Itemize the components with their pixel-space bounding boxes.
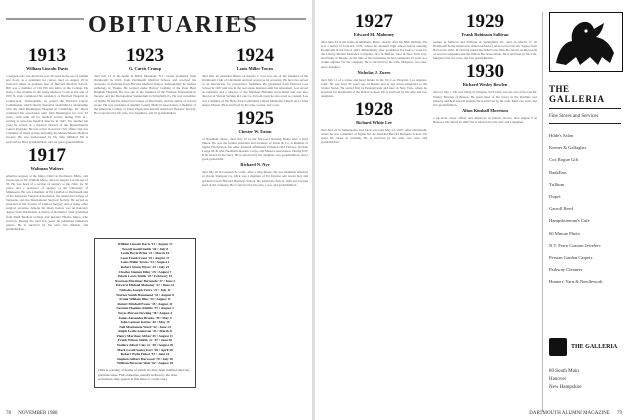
obit-text: partner in Sullivan and Sullivan of Springfield, Ill., died on March 17. At Dartmouth Frank majored in American history and received his law degree from Harvard in 1932. In 1934 he joined his father's law firm. He served on the boards of several companies and the Illinois Bar Association. He is survived by his wife, Margaret, his two sons, and four grandchildren. — [433, 40, 537, 61]
recent-death-entry: Leon Frank Sweet '23 • August 17 — [120, 255, 170, 260]
recent-death-entry: Robert Mitchell Evans '35 • August 11 — [117, 301, 173, 306]
recent-death-entry: Ralph Leslie Anderson '43 • March 8 — [118, 329, 172, 334]
obit-year: 1925 — [236, 107, 274, 129]
obit-text: died after an extended illness on August 1. Lou was one of the founders of the Dartmouth Club of Cincinnati and had served as its secretary. He had also served as an interviewer for prospective freshmen. He graduated from Harvard Law School in 1927 and was in the real estate business until his retirement. Lou served as president and a director of the Madison Building Association and was also director of Vulcan Savings & Loan Co. In both cases he also acted as counsel. Lou was a member of the Hyde Park Community United Methodist Church and a 32nd degree Mason. He is survived by his wife, Louise, and a son. — [202, 74, 308, 107]
address-line: 80 South Main — [549, 369, 579, 374]
obit-name: G. Curtis Crump — [128, 66, 162, 71]
right-page — [315, 0, 628, 420]
obit-name: Frank Robinson Sullivan — [461, 32, 509, 37]
store-list — [549, 130, 602, 289]
store-item: BankEast — [549, 169, 567, 175]
recent-death-entry: Edward Michael Mahoney '27 • June 24 — [116, 283, 174, 288]
store-item: Garroll Reed — [549, 206, 573, 212]
column-4 — [321, 10, 427, 406]
obit-name: Richard Wesley Bowlen — [462, 82, 508, 88]
recent-death-entry: Stephen Gilbert Harwood '70 • July 30 — [116, 356, 173, 361]
recent-deaths-note: (This is a listing of deaths of which we have been notified since the previous issue. Full obituaries, usually written by the class secretaries, may appear in this issue or a later one.) — [98, 368, 190, 382]
recent-death-entry: Robert Glenn Myers '25 • July 21 — [120, 264, 170, 269]
recent-death-entry: Frank Wilson Smith, Jr. '47 • June 20 — [117, 338, 173, 343]
griffin-icon — [550, 13, 622, 71]
store-item: Keener & Gallagher — [549, 145, 587, 151]
folio-left — [6, 411, 58, 416]
ad-logo-name: THE GALLERIA — [571, 344, 618, 350]
page-title: OBITUARIES — [88, 12, 259, 38]
store-item: Hunters' Yarn & Needlework — [549, 279, 603, 285]
address-line: Hanover — [549, 377, 567, 382]
obit-name: Nicholas J. Zurro — [357, 69, 391, 75]
obit-name: Edward M. Mahoney — [353, 32, 395, 37]
recent-death-entry: Newell Gould Smith '20 • July 8 — [121, 246, 169, 251]
obit-year: 1924 — [236, 45, 274, 66]
obit-year: 1929 — [466, 11, 504, 32]
recent-death-entry: William Brewster Weir '82 • August 18 — [117, 361, 173, 366]
obit-text: emeritus surgeon at the Mayo Clinic in Rochester, Minn., and son-in-law of Dr. William Mayo, died on August 3 at the age of 93. He was head of a section of surgery at the clinic for 30 years, and a professor of surgery at the University of Minnesota. He was a member of Psi Upsilon at Dartmouth and of the American Surgical Association, the American College of Surgeons, and the International Surgical Society. He served as president of the Society of Clinical Surgery and of many other surgical societies. Among his many honors was an honorary degree from Dartmouth. A native of Rochester, Walt graduated from Rush Medical College and married Phoebe Mayo, who survives. During the next few years he published numerous papers. He is survived by his wife, his children, and grandchildren. — [6, 173, 88, 231]
store-item: Persian Garden Carpets — [549, 255, 593, 261]
obit-text: of Needham, Mass., died July 27 in the Norwood Nursing Home after a brief illness. He was the former president and treasurer of Eaton & Co. A member of Sigma Phi Epsilon, his other fraternal affiliations included Odd Fellows, Norfolk Lodge AF & AM, Needham Masonic Corps, and Masters Association. During WW II he served in the Navy. He is survived by his daughter, two grandchildren, and a great-grandchild. — [202, 136, 308, 162]
obit-text: died June 22 in Indianapolis, Ind. Dick was born May 12, 1907. After Dartmouth, where he was a member of Sigma Nu, he attended Harvard Business School. He spent his career in retailing. He is survived by his wife, two sons, and grandchildren. — [321, 128, 427, 145]
ad-address — [549, 368, 582, 392]
obit-text: died July 11 of a stroke and heart failure in the V.C.L.A. Hospital, Los Angeles, Calif. He was born 85 years ago in Russia and at age seven emigrated to the United States. He settled first in Pennsylvania and later in New York, where he prepared for Dartmouth at the Dalton School. He is survived by his wife and two daughters. — [321, 77, 427, 99]
ad-subtitle: Fine Stores and Services — [549, 114, 599, 119]
folio-right — [529, 411, 622, 416]
recent-death-entry: Noyes Pierson Dowling '38 • August 3 — [117, 310, 173, 315]
address-line: New Hampshire — [549, 385, 582, 390]
galleria-logo-icon — [549, 338, 567, 356]
obit-name: Richard White Lee — [356, 120, 392, 126]
recent-death-entry: Frank William Bliss '34 • August 11 — [119, 297, 171, 302]
obit-year: 1923 — [126, 45, 164, 66]
recent-death-entry: Warner Smith Hammond '32 • August 8 — [116, 292, 174, 297]
obit-year: 1917 — [28, 144, 66, 166]
recent-death-entry: Leslie Boyle Brine '21 • March 16 — [120, 251, 170, 256]
recent-death-entry: Neil MacKenzie Ward '42 • June 14 — [119, 324, 171, 329]
obit-text: died July 12 at his home in Black Mountain, N.C. Curtis graduated from Dartmouth in 1923, from Dartmouth Medical School, and received his doctorate of medicine from Harvard Medical School. Subsequently he studied pathology in Vienna. He worked under Harvey Cushing at the Peter Bent Brigham Hospital. He was one of the founders of the Trudeau Sanatorium in Saranac and the Metropolitan Sanatorium in Schuylkill, Pa. He was a member of Sigma Xi and the American College of Physicians, and the author of several books. He was president of Alumni County Medical Association, a member of the American College of Chest Physicians and the American Thoracic Society. He is survived by his wife, two daughters, and 10 grandchildren. — [94, 74, 196, 115]
ad-rule — [549, 108, 621, 109]
galleria-advertisement — [542, 12, 624, 412]
recent-death-entry: Norman Hopkins Rubble '37 • August 3 — [116, 306, 174, 311]
recent-death-entry: Nicholas Joseph Zurro '27 • July 11 — [119, 287, 171, 292]
recent-death-entry: James Alexander Brooks '39 • May 9 — [118, 315, 172, 320]
store-item: N.T. Ferro Custom Jewelers — [549, 242, 601, 248]
obit-year: 1928 — [355, 99, 393, 121]
recent-death-entry: Newman Mortimer Bernstein '27 • June 2 — [114, 278, 176, 283]
column-5 — [433, 10, 537, 406]
column-1 — [6, 44, 88, 406]
recent-deaths-box — [94, 238, 196, 388]
issue-date: NOVEMBER 1988 — [18, 411, 58, 416]
recent-death-entry: Mark Lovell Seeley Farr '49 • April 28 — [117, 347, 173, 352]
page-number: 79 — [617, 411, 622, 416]
recent-death-entry: Charles Stanton Diley '25 • August 7 — [118, 269, 172, 274]
obit-name: Chester W. Eaton — [238, 128, 272, 134]
obit-name: Waltman Walters — [30, 165, 64, 171]
griffin-illustration — [549, 12, 623, 72]
store-item: Cox Rogue Gift — [549, 157, 579, 163]
store-item: Parkway Cleaners — [549, 267, 583, 273]
recent-death-entry: Wallace Albert Clay Jr. '48 • August 29 — [116, 343, 174, 348]
recent-death-entry: Edwin Lewis Smith '25 • February 15 — [117, 274, 173, 279]
obit-text: died June 24 at his home in Methuen, Mass., shortly after his 88th birthday. He was a native of Concord, N.H., where he attended high school before entering Dartmouth in the fall of 1923. Immediately after graduation Ed went to work for the Liberty Mutual Insurance Company, first in Buffalo, later in New York City, and finally in Boston. At the time of his retirement, he had completed 33 years as a claims adjuster for the company. He is survived by his wife, Margaret, two sons, and a daughter. — [321, 40, 427, 69]
obit-text: died on July 1. He was living in Walpole, N.H. Dick was the son of the late Dr. Wesley Bowlen of Boston. He spent most of his career in the machine tool industry and held several patents. He is survived by his wife, Ruth, two sons, and five grandchildren. — [433, 90, 537, 107]
obit-name: William Lincoln Davis — [25, 66, 69, 71]
obit-text: died July 26 in Greenwich, Conn., after a long illness. He was chairman emeritus of Ocean Transport Co. Dick was a member of Psi Upsilon and Green Key and graduated from Harvard Business School. He joined the firm in 1930 and became head of the company. He is survived by his wife, a son, and grandchildren. — [202, 170, 308, 187]
recent-death-entry: Henry Marriner Abbot '45 • August 11 — [117, 333, 173, 338]
obit-text: a top-level career officer and employee in federal service, died August 9 in Hanover. He retired in 1960. He is survived by his wife and a daughter. — [433, 115, 537, 124]
recent-death-entry: William Lincoln Davis '13 • August 17 — [117, 242, 173, 246]
obit-text: a surgeon who was involved over 40 years in the use of radium and X-ray as a treatment for cancer, died on August 18 in Concord, Mass. A graduate also of Harvard Medical School, Bill was a member of Chi Phi and GKG at the College. He spent a few months in the Army Medical Corps at the end of WW II, then completed his residency at Hartford Hospital in Connecticut. Subsequently he joined the Harvard Cancer Commission, which shortly thereafter established a relationship with the John Huntington Hospital in Cambridge. Dr. Davis continued his association with John Huntington for over 25 years—with time off for medical service during WW II—serving as associate medical director in 1947. For another ten years he served as a medical director of the Massachusetts Cancer Program. He was active in several civic affairs and was a member of many groups including the Massachusetts Medical Society. He was predeceased by his wife, Mildred. He is survived by three grandchildren, and six great-grandchildren. — [6, 74, 88, 144]
obit-name: Richard N. Nye — [240, 162, 270, 168]
obit-name: Alton Kimball Morrison — [462, 107, 508, 113]
store-item: Trillium — [549, 181, 565, 187]
recent-death-entry: Louis Miller Towns '24 • August 1 — [120, 260, 170, 265]
store-item: Dupré — [549, 194, 561, 200]
obit-year: 1930 — [466, 61, 504, 83]
ad-title-galleria: GALLERIA — [549, 94, 606, 104]
recent-deaths-list — [98, 242, 192, 366]
recent-death-entry: John Lamson Kerins '40 • May 15 — [120, 320, 170, 325]
recent-death-entry: Robert Wylie Fisher '57 • June 24 — [120, 352, 170, 357]
column-3 — [202, 44, 308, 406]
left-page — [0, 0, 313, 420]
page-number: 78 — [6, 411, 11, 416]
obit-year: 1913 — [28, 45, 66, 66]
magazine-name: DARTMOUTH ALUMNI MAGAZINE — [529, 411, 610, 416]
obit-name: Louis Miller Towns — [236, 66, 274, 71]
ad-rule — [549, 123, 621, 124]
store-item: Hilde's Salon — [549, 133, 574, 138]
store-item: 60 Minute Photo — [549, 230, 580, 236]
ad-title-the: THE — [549, 84, 570, 94]
store-item: Hampshireman's Cafe — [549, 218, 590, 224]
obit-year: 1927 — [355, 11, 393, 32]
column-2 — [94, 44, 196, 234]
